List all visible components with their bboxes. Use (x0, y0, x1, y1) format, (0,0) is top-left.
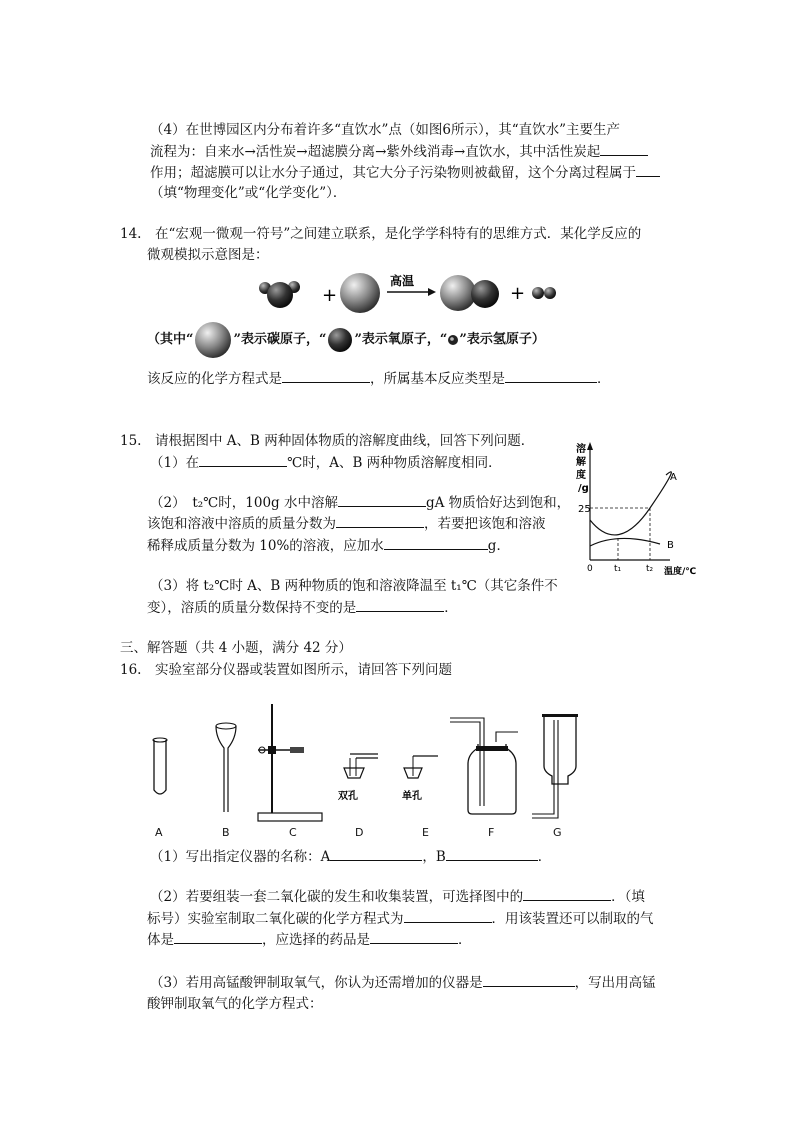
legend-text: （其中“ (147, 332, 194, 347)
long-neck-funnel-icon (216, 723, 236, 812)
answer-blank[interactable] (199, 452, 287, 467)
answer-blank[interactable] (330, 846, 422, 861)
q13-4-line4: （填“物理变化”或“化学变化”）． (150, 185, 347, 201)
answer-blank[interactable] (636, 162, 660, 177)
answer-blank[interactable] (384, 535, 488, 550)
q15-text: （2） t₂℃时，100g 水中溶解 (150, 495, 338, 511)
q15-text: ，若要把该饱和溶液 (424, 516, 546, 532)
q15-part3-line1: （3）将 t₂℃时 A、B 两种物质的饱和溶液降温至 t₁℃（其它条件不 (150, 578, 558, 594)
answer-blank[interactable] (600, 141, 648, 156)
q16-text: ． (537, 849, 552, 865)
q16-text: ．（填 (611, 889, 645, 905)
q13-4-line2-text: 流程为：自来水→活性炭→超滤膜分离→紫外线消毒→直饮水，其中活性炭起 (150, 144, 601, 160)
iron-stand-icon (258, 704, 322, 821)
label-e: E (422, 826, 429, 839)
q15-text: ℃时，A、B 两种物质溶解度相同． (287, 455, 502, 471)
answer-blank[interactable] (404, 908, 492, 923)
ylabel-char-1: 溶 (576, 444, 586, 455)
answer-blank[interactable] (483, 972, 575, 987)
q16-text: 标号）实验室制取二氧化碳的化学方程式为 (147, 911, 404, 927)
q14-line2: 微观模拟示意图是： (147, 247, 269, 263)
q15-text: 稀释成质量分数为 10%的溶液，应加水 (147, 538, 384, 554)
curve-b (590, 538, 660, 546)
reaction-type-blank[interactable] (505, 368, 597, 383)
legend-text: ”表示碳原子，“ (233, 332, 327, 347)
curve-b-label: B (667, 540, 674, 551)
q15-text: （1）在 (150, 455, 200, 471)
q16-text: （1）写出指定仪器的名称：A (150, 849, 331, 865)
carbon-atom-icon (193, 320, 233, 360)
q16-part1 (150, 846, 551, 867)
answer-blank[interactable] (338, 492, 426, 507)
q16-line1: 16. 实验室部分仪器或装置如图所示，请回答下列问题 (120, 662, 452, 678)
curve-a (590, 472, 671, 535)
y-axis-label (576, 442, 589, 494)
q14-line1: 14. 在“宏观一微观一符号”之间建立联系，是化学学科特有的思维方式．某化学反应的 (120, 226, 642, 242)
q14-answer-text: 该反应的化学方程式是 (147, 371, 282, 387)
answer-blank[interactable] (370, 929, 458, 944)
x-tick-0: 0 (587, 564, 593, 574)
q16-part2-line3 (147, 929, 472, 950)
q14-legend (147, 330, 545, 350)
answer-blank[interactable] (523, 886, 611, 901)
q15-part2-line1 (150, 492, 570, 513)
one-hole-stopper-icon (404, 756, 438, 778)
q16-part3-line2: 酸钾制取氧气的化学方程式： (147, 996, 323, 1012)
q16-text: ，B (422, 849, 446, 865)
q16-text: ，应选择的药品是 (262, 932, 370, 948)
q15-part2-line3 (147, 535, 510, 556)
two-hole-stopper-icon (344, 754, 378, 778)
water-molecule-icon (259, 281, 300, 308)
hydrogen-atom-icon (447, 334, 459, 346)
inverted-bottle-icon (532, 714, 578, 818)
q16-part2-line2 (147, 908, 654, 929)
q14-answer-line (147, 368, 611, 389)
ylabel-char-2: 解 (576, 457, 586, 468)
label-one-hole: 单孔 (402, 791, 422, 802)
q16-text: ． (458, 932, 472, 948)
test-tube-icon (153, 738, 167, 794)
q15-part2-line2 (147, 513, 546, 534)
legend-text: ”表示氧原子，“ (354, 332, 448, 347)
oxygen-atom-icon (326, 326, 354, 354)
y-axis-arrow-icon (587, 442, 593, 450)
reaction-micro-diagram (250, 268, 570, 368)
label-g: G (553, 826, 562, 839)
q13-4-line2 (150, 141, 648, 162)
solubility-chart (570, 440, 720, 580)
label-two-hole: 双孔 (338, 791, 358, 802)
curve-a-label: A (670, 472, 677, 483)
q15-text: 该饱和溶液中溶质的质量分数为 (147, 516, 336, 532)
answer-blank[interactable] (336, 513, 424, 528)
label-b: B (222, 826, 230, 839)
plus-sign: + (510, 283, 526, 304)
q14-answer-text: ，所属基本反应类型是 (370, 371, 505, 387)
label-c: C (289, 826, 297, 839)
q14-answer-text: ． (597, 371, 611, 387)
carbon-atom-icon (340, 273, 380, 313)
q16-text: ．用该装置还可以制取的气 (491, 911, 654, 927)
y-tick-25: 25 (578, 504, 591, 515)
plus-sign: + (322, 285, 338, 306)
legend-text: ”表示氢原子） (459, 332, 545, 347)
lab-apparatus-figure (140, 702, 600, 842)
q15-text: 变），溶质的质量分数保持不变的是 (147, 600, 357, 616)
equation-blank[interactable] (282, 368, 370, 383)
q16-text: ，写出用高锰 (574, 975, 656, 991)
q15-line1: 15. 请根据图中 A、B 两种固体物质的溶解度曲线，回答下列问题． (120, 433, 535, 449)
q15-text: g． (487, 538, 510, 554)
q15-part1 (150, 452, 502, 473)
q16-text: （3）若用高锰酸钾制取氧气，你认为还需增加的仪器是 (150, 975, 483, 991)
answer-blank[interactable] (174, 929, 262, 944)
label-d: D (355, 826, 364, 839)
label-f: F (488, 826, 495, 839)
reaction-arrow-icon (387, 288, 436, 296)
x-tick-t1: t₁ (614, 564, 622, 574)
answer-blank[interactable] (446, 846, 538, 861)
q16-text: （2）若要组装一套二氧化碳的发生和收集装置，可选择图中的 (150, 889, 524, 905)
q15-text: gA 物质恰好达到饱和， (425, 495, 571, 511)
q15-part3-line2 (147, 597, 458, 618)
q16-text: 体是 (147, 932, 174, 948)
co-molecule-icon (440, 275, 499, 311)
q13-4-line3-text: 作用；超滤膜可以让水分子通过，其它大分子污染物则被截留，这个分离过程属于 (150, 165, 636, 181)
section-3-heading: 三、解答题（共 4 小题，满分 42 分） (120, 640, 352, 656)
q16-part2-line1 (150, 886, 645, 907)
answer-blank[interactable] (356, 597, 444, 612)
x-tick-t2: t₂ (646, 564, 654, 574)
q15-text: ． (444, 600, 458, 616)
ylabel-char-3: 度 (576, 470, 586, 481)
reaction-condition: 高温 (390, 274, 415, 288)
q13-4-line3 (150, 162, 660, 183)
label-a: A (155, 826, 163, 839)
q13-4-line1: （4）在世博园区内分布着许多“直饮水”点（如图6所示），其“直饮水”主要生产 (150, 122, 621, 138)
h2-molecule-icon (532, 287, 556, 299)
q16-part3-line1 (150, 972, 656, 993)
ylabel-char-4: /g (578, 483, 589, 494)
gas-collecting-bottle-icon (450, 718, 518, 814)
x-axis-label: 温度/℃ (664, 567, 697, 577)
